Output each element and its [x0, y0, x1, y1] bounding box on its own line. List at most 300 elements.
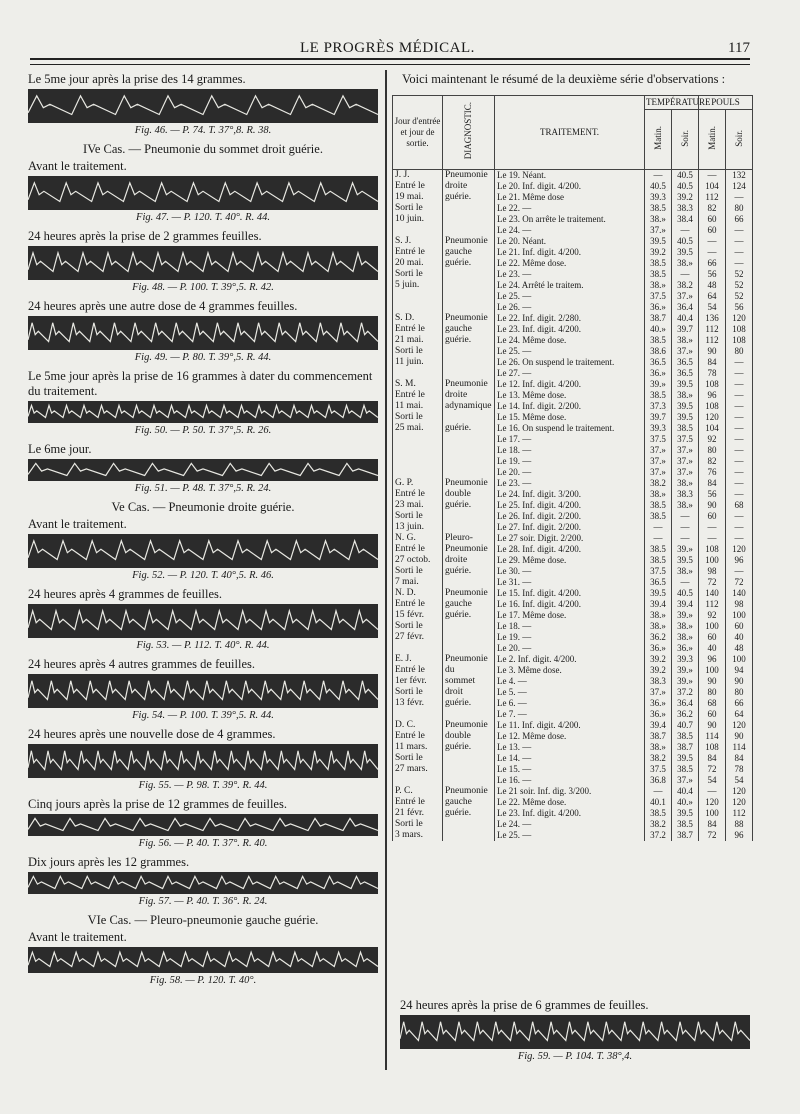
pouls-soir-cell: 64: [726, 709, 753, 720]
treatment-cell: Le 24. —: [495, 225, 645, 236]
caption-fig48: Fig. 48. — P. 100. T. 39°,5. R. 42.: [132, 282, 274, 293]
table-row: [393, 203, 753, 214]
pouls-matin-cell: 84: [699, 819, 726, 830]
temp-matin-cell: 38.2: [645, 478, 672, 489]
diagnosis-cell: Pneumonie: [443, 170, 495, 182]
diagnosis-cell: [443, 753, 495, 764]
treatment-cell: Le 23. —: [495, 478, 645, 489]
results-table: [392, 95, 753, 841]
pouls-soir-cell: —: [726, 423, 753, 434]
tracing-fig50: [28, 401, 378, 423]
temp-matin-cell: 38.7: [645, 731, 672, 742]
header-pouls-matin: Matin.: [699, 110, 726, 170]
treatment-cell: Le 24. Inf. digit. 3/200.: [495, 489, 645, 500]
patient-cell: [393, 434, 443, 445]
treatment-cell: Le 26. On suspend le traitement.: [495, 357, 645, 368]
pouls-soir-cell: 72: [726, 577, 753, 588]
diagnosis-cell: gauche: [443, 324, 495, 335]
treatment-cell: Le 25. —: [495, 346, 645, 357]
temp-soir-cell: 39.5: [672, 753, 699, 764]
tracing-fig54: [28, 674, 378, 708]
patient-cell: Entré le: [393, 390, 443, 401]
text-24c: 24 heures après 4 grammes de feuilles.: [28, 587, 223, 601]
table-row: [393, 390, 753, 401]
temp-soir-cell: 38.»: [672, 335, 699, 346]
temp-matin-cell: 36.»: [645, 368, 672, 379]
table-row: [393, 533, 753, 544]
case5-title: Ve Cas. — Pneumonie droite guérie.: [111, 500, 295, 514]
temp-matin-cell: 40.1: [645, 797, 672, 808]
pouls-soir-cell: 78: [726, 764, 753, 775]
patient-cell: [393, 456, 443, 467]
temp-matin-cell: 38.5: [645, 390, 672, 401]
pouls-matin-cell: 96: [699, 390, 726, 401]
pouls-matin-cell: 120: [699, 797, 726, 808]
left-column: [28, 72, 378, 992]
patient-cell: Entré le: [393, 544, 443, 555]
table-row: [393, 588, 753, 599]
text-6th-day: Le 6me jour.: [28, 442, 92, 456]
pouls-soir-cell: —: [726, 379, 753, 390]
temp-matin-cell: 38.»: [645, 621, 672, 632]
pouls-matin-cell: 90: [699, 500, 726, 511]
pouls-soir-cell: 80: [726, 203, 753, 214]
table-row: [393, 720, 753, 731]
temp-soir-cell: 39.2: [672, 192, 699, 203]
table-row: [393, 467, 753, 478]
diagnosis-cell: [443, 819, 495, 830]
pouls-matin-cell: —: [699, 533, 726, 544]
table-row: [393, 313, 753, 324]
diagnosis-cell: Pneumonie: [443, 236, 495, 247]
pouls-matin-cell: 60: [699, 214, 726, 225]
diagnosis-cell: droite: [443, 181, 495, 192]
patient-cell: Sorti le: [393, 621, 443, 632]
pouls-soir-cell: 60: [726, 621, 753, 632]
pouls-soir-cell: 84: [726, 753, 753, 764]
pouls-matin-cell: 78: [699, 368, 726, 379]
pouls-matin-cell: 96: [699, 654, 726, 665]
temp-soir-cell: 37.»: [672, 445, 699, 456]
summary-intro: Voici maintenant le résumé de la deuxième série d'observations :: [402, 72, 726, 86]
temp-matin-cell: 39.2: [645, 247, 672, 258]
caption-fig47: Fig. 47. — P. 120. T. 40°. R. 44.: [136, 212, 270, 223]
pouls-matin-cell: —: [699, 522, 726, 533]
temp-soir-cell: 38.»: [672, 478, 699, 489]
pouls-soir-cell: —: [726, 412, 753, 423]
table-row: [393, 698, 753, 709]
temp-soir-cell: 39.7: [672, 324, 699, 335]
diagnosis-cell: [443, 456, 495, 467]
pouls-soir-cell: 88: [726, 819, 753, 830]
temp-soir-cell: 40.5: [672, 181, 699, 192]
treatment-cell: Le 13. —: [495, 742, 645, 753]
avant-3: Avant le traitement.: [28, 930, 127, 944]
temp-soir-cell: 38.»: [672, 566, 699, 577]
column-divider: [385, 70, 387, 1070]
pouls-matin-cell: 60: [699, 225, 726, 236]
diagnosis-cell: guérie.: [443, 566, 495, 577]
pouls-matin-cell: 92: [699, 434, 726, 445]
temp-soir-cell: 38.»: [672, 258, 699, 269]
pouls-matin-cell: 76: [699, 467, 726, 478]
temp-matin-cell: 37.»: [645, 456, 672, 467]
pouls-soir-cell: 96: [726, 830, 753, 841]
pouls-matin-cell: 48: [699, 280, 726, 291]
pouls-soir-cell: 52: [726, 269, 753, 280]
treatment-cell: Le 6. —: [495, 698, 645, 709]
treatment-cell: Le 29. Même dose.: [495, 555, 645, 566]
header-rule: [30, 58, 750, 65]
temp-soir-cell: 39.»: [672, 544, 699, 555]
pouls-matin-cell: 140: [699, 588, 726, 599]
pouls-matin-cell: 108: [699, 544, 726, 555]
pouls-matin-cell: 66: [699, 258, 726, 269]
diagnosis-cell: gauche: [443, 247, 495, 258]
table-row: [393, 566, 753, 577]
patient-cell: Sorti le: [393, 269, 443, 280]
pouls-soir-cell: 100: [726, 654, 753, 665]
caption-fig59: Fig. 59. — P. 104. T. 38°,4.: [517, 1051, 633, 1062]
treatment-cell: Le 22. Même dose.: [495, 258, 645, 269]
table-row: [393, 753, 753, 764]
tracing-fig47: [28, 176, 378, 210]
header-temperature: TEMPÉRATURE: [645, 96, 699, 110]
diagnosis-cell: [443, 775, 495, 786]
pouls-soir-cell: —: [726, 434, 753, 445]
patient-cell: Entré le: [393, 489, 443, 500]
tracing-fig55: [28, 744, 378, 778]
pouls-soir-cell: 100: [726, 610, 753, 621]
diagnosis-cell: Pneumonie: [443, 544, 495, 555]
temp-soir-cell: 39.5: [672, 412, 699, 423]
treatment-cell: Le 19. Néant.: [495, 170, 645, 182]
patient-cell: 11 juin.: [393, 357, 443, 368]
patient-cell: [393, 467, 443, 478]
temp-soir-cell: 38.5: [672, 819, 699, 830]
header-temp-soir: Soir.: [672, 110, 699, 170]
treatment-cell: Le 22. —: [495, 203, 645, 214]
treatment-cell: Le 18. —: [495, 445, 645, 456]
diagnosis-cell: Pneumonie: [443, 379, 495, 390]
header-traitement: TRAITEMENT.: [495, 96, 645, 170]
header-temp-matin: Matin.: [645, 110, 672, 170]
treatment-cell: Le 23. —: [495, 269, 645, 280]
patient-cell: [393, 775, 443, 786]
patient-cell: Sorti le: [393, 346, 443, 357]
pouls-soir-cell: —: [726, 368, 753, 379]
table-row: [393, 214, 753, 225]
table-row: [393, 808, 753, 819]
pouls-soir-cell: 66: [726, 698, 753, 709]
treatment-cell: Le 14. Inf. digit. 2/200.: [495, 401, 645, 412]
temp-soir-cell: 37.2: [672, 687, 699, 698]
pouls-matin-cell: 112: [699, 324, 726, 335]
treatment-cell: Le 22. Inf. digit. 2/280.: [495, 313, 645, 324]
caption-fig53: Fig. 53. — P. 112. T. 40°. R. 44.: [136, 640, 270, 651]
temp-matin-cell: 39.»: [645, 379, 672, 390]
treatment-cell: Le 14. —: [495, 753, 645, 764]
temp-matin-cell: 38.5: [645, 269, 672, 280]
temp-soir-cell: 38.»: [672, 632, 699, 643]
temp-matin-cell: 36.2: [645, 632, 672, 643]
temp-matin-cell: 37.»: [645, 687, 672, 698]
temp-matin-cell: 38.5: [645, 203, 672, 214]
diagnosis-cell: [443, 346, 495, 357]
table-row: [393, 797, 753, 808]
temp-matin-cell: 38.5: [645, 544, 672, 555]
diagnosis-cell: guérie.: [443, 258, 495, 269]
temp-matin-cell: 38.6: [645, 346, 672, 357]
patient-cell: Entré le: [393, 324, 443, 335]
table-row: [393, 687, 753, 698]
pouls-matin-cell: 90: [699, 676, 726, 687]
pouls-soir-cell: 120: [726, 544, 753, 555]
patient-cell: D. C.: [393, 720, 443, 731]
table-row: [393, 654, 753, 665]
temp-matin-cell: 38.»: [645, 280, 672, 291]
temp-soir-cell: 40.4: [672, 786, 699, 797]
pouls-soir-cell: —: [726, 489, 753, 500]
table-row: [393, 280, 753, 291]
table-row: [393, 500, 753, 511]
treatment-cell: Le 20. Néant.: [495, 236, 645, 247]
diagnosis-cell: gauche: [443, 599, 495, 610]
temp-matin-cell: —: [645, 533, 672, 544]
pouls-soir-cell: 90: [726, 731, 753, 742]
caption-fig58: Fig. 58. — P. 120. T. 40°.: [149, 975, 257, 986]
patient-cell: Sorti le: [393, 566, 443, 577]
temp-matin-cell: 38.»: [645, 489, 672, 500]
pouls-matin-cell: 56: [699, 269, 726, 280]
pouls-soir-cell: 108: [726, 324, 753, 335]
patient-cell: Entré le: [393, 247, 443, 258]
diagnosis-cell: droite: [443, 390, 495, 401]
table-row: [393, 610, 753, 621]
pouls-matin-cell: 100: [699, 555, 726, 566]
diagnosis-cell: [443, 368, 495, 379]
pouls-matin-cell: 92: [699, 610, 726, 621]
patient-cell: 27 octob.: [393, 555, 443, 566]
pouls-soir-cell: —: [726, 456, 753, 467]
right-column: [392, 72, 752, 841]
case4-title: IVe Cas. — Pneumonie du sommet droit guérie.: [83, 142, 323, 156]
temp-matin-cell: 37.»: [645, 445, 672, 456]
patient-cell: [393, 302, 443, 313]
treatment-cell: Le 15. Même dose.: [495, 412, 645, 423]
table-row: [393, 819, 753, 830]
temp-soir-cell: 38.4: [672, 214, 699, 225]
pouls-soir-cell: 96: [726, 555, 753, 566]
temp-soir-cell: 38.5: [672, 731, 699, 742]
pouls-soir-cell: —: [726, 247, 753, 258]
figure-59-block: [400, 998, 750, 1068]
temp-matin-cell: 37.»: [645, 467, 672, 478]
pouls-soir-cell: 112: [726, 808, 753, 819]
temp-soir-cell: —: [672, 522, 699, 533]
patient-cell: Entré le: [393, 181, 443, 192]
diagnosis-cell: [443, 467, 495, 478]
diagnosis-cell: [443, 214, 495, 225]
diagnosis-cell: Pneumonie: [443, 720, 495, 731]
patient-cell: 7 mai.: [393, 577, 443, 588]
pouls-matin-cell: 84: [699, 478, 726, 489]
diagnosis-cell: guérie.: [443, 742, 495, 753]
diagnosis-cell: droit: [443, 687, 495, 698]
diagnosis-cell: [443, 357, 495, 368]
treatment-cell: Le 12. Inf. digit. 4/200.: [495, 379, 645, 390]
temp-matin-cell: 38.3: [645, 676, 672, 687]
pouls-matin-cell: 98: [699, 566, 726, 577]
treatment-cell: Le 19. —: [495, 632, 645, 643]
treatment-cell: Le 16. On suspend le traitement.: [495, 423, 645, 434]
treatment-cell: Le 25. —: [495, 291, 645, 302]
table-row: [393, 643, 753, 654]
diagnosis-cell: double: [443, 489, 495, 500]
temp-matin-cell: 39.3: [645, 192, 672, 203]
pouls-soir-cell: —: [726, 478, 753, 489]
diagnosis-cell: droite: [443, 555, 495, 566]
patient-cell: Sorti le: [393, 203, 443, 214]
patient-cell: 13 juin.: [393, 522, 443, 533]
pouls-matin-cell: 68: [699, 698, 726, 709]
pouls-soir-cell: 120: [726, 313, 753, 324]
table-row: [393, 577, 753, 588]
temp-soir-cell: 39.5: [672, 555, 699, 566]
pouls-matin-cell: 100: [699, 808, 726, 819]
temp-soir-cell: 39.5: [672, 808, 699, 819]
treatment-cell: Le 23. On arrête le traitement.: [495, 214, 645, 225]
table-row: [393, 632, 753, 643]
pouls-matin-cell: 84: [699, 357, 726, 368]
table-row: [393, 621, 753, 632]
temp-soir-cell: 38.2: [672, 280, 699, 291]
treatment-cell: Le 24. —: [495, 819, 645, 830]
patient-cell: [393, 709, 443, 720]
table-row: [393, 225, 753, 236]
temp-soir-cell: 36.»: [672, 643, 699, 654]
patient-cell: Entré le: [393, 599, 443, 610]
pouls-soir-cell: 52: [726, 291, 753, 302]
patient-cell: [393, 643, 443, 654]
intro-text: Le 5me jour après la prise des 14 grammes.: [28, 72, 246, 86]
treatment-cell: Le 28. Inf. digit. 4/200.: [495, 544, 645, 555]
pouls-matin-cell: 90: [699, 346, 726, 357]
pouls-matin-cell: 72: [699, 577, 726, 588]
temp-soir-cell: 38.»: [672, 500, 699, 511]
patient-cell: Sorti le: [393, 753, 443, 764]
temp-matin-cell: 38.5: [645, 258, 672, 269]
pouls-soir-cell: —: [726, 522, 753, 533]
diagnosis-cell: [443, 434, 495, 445]
diagnosis-cell: guérie.: [443, 192, 495, 203]
table-row: [393, 555, 753, 566]
temp-soir-cell: 36.5: [672, 357, 699, 368]
diagnosis-cell: guérie.: [443, 335, 495, 346]
diagnosis-cell: guérie.: [443, 698, 495, 709]
temp-soir-cell: 38.7: [672, 742, 699, 753]
diagnosis-cell: [443, 280, 495, 291]
temp-matin-cell: 39.7: [645, 412, 672, 423]
pouls-matin-cell: 108: [699, 401, 726, 412]
caption-fig57: Fig. 57. — P. 40. T. 36°. R. 24.: [138, 896, 268, 907]
pouls-soir-cell: 66: [726, 214, 753, 225]
table-row: [393, 786, 753, 797]
table-row: [393, 445, 753, 456]
temp-matin-cell: 39.5: [645, 236, 672, 247]
table-row: [393, 742, 753, 753]
caption-fig55: Fig. 55. — P. 98. T. 39°. R. 44.: [138, 780, 268, 791]
caption-fig54: Fig. 54. — P. 100. T. 39°,5. R. 44.: [132, 710, 274, 721]
diagnosis-cell: adynamique: [443, 401, 495, 412]
header-pouls: POULS: [699, 96, 753, 110]
pouls-soir-cell: 94: [726, 665, 753, 676]
treatment-cell: Le 17. —: [495, 434, 645, 445]
diagnosis-cell: guérie.: [443, 500, 495, 511]
table-row: [393, 258, 753, 269]
treatment-cell: Le 30. —: [495, 566, 645, 577]
pouls-matin-cell: 60: [699, 632, 726, 643]
treatment-cell: Le 16. —: [495, 775, 645, 786]
pouls-matin-cell: 72: [699, 764, 726, 775]
table-row: [393, 456, 753, 467]
temp-matin-cell: 39.4: [645, 599, 672, 610]
diagnosis-cell: du: [443, 665, 495, 676]
temp-soir-cell: 36.4: [672, 302, 699, 313]
diagnosis-cell: Pneumonie: [443, 478, 495, 489]
avant-1: Avant le traitement.: [28, 159, 127, 173]
table-row: [393, 170, 753, 182]
table-row: [393, 346, 753, 357]
pouls-soir-cell: 80: [726, 346, 753, 357]
temp-matin-cell: 37.5: [645, 434, 672, 445]
patient-cell: 15 févr.: [393, 610, 443, 621]
diagnosis-cell: [443, 522, 495, 533]
pouls-soir-cell: —: [726, 236, 753, 247]
table-row: [393, 599, 753, 610]
patient-cell: E. J.: [393, 654, 443, 665]
pouls-matin-cell: 82: [699, 203, 726, 214]
temp-matin-cell: 36.8: [645, 775, 672, 786]
temp-matin-cell: 38.5: [645, 511, 672, 522]
pouls-soir-cell: 114: [726, 742, 753, 753]
treatment-cell: Le 26. —: [495, 302, 645, 313]
temp-soir-cell: —: [672, 225, 699, 236]
temp-matin-cell: 38.5: [645, 808, 672, 819]
treatment-cell: Le 27. —: [495, 368, 645, 379]
patient-cell: 25 mai.: [393, 423, 443, 434]
temp-soir-cell: 36.4: [672, 698, 699, 709]
diagnosis-cell: guérie.: [443, 808, 495, 819]
temp-matin-cell: 37.5: [645, 291, 672, 302]
treatment-cell: Le 13. Même dose.: [495, 390, 645, 401]
treatment-cell: Le 12. Même dose.: [495, 731, 645, 742]
diagnosis-cell: [443, 830, 495, 841]
text-5-days: Cinq jours après la prise de 12 grammes de feuilles.: [28, 797, 287, 811]
pouls-matin-cell: 80: [699, 445, 726, 456]
page-number: 117: [728, 40, 750, 56]
pouls-soir-cell: 54: [726, 775, 753, 786]
patient-cell: 27 févr.: [393, 632, 443, 643]
tracing-fig56: [28, 814, 378, 836]
treatment-cell: Le 26. Inf. digit. 2/200.: [495, 511, 645, 522]
diagnosis-cell: guérie.: [443, 423, 495, 434]
pouls-soir-cell: —: [726, 511, 753, 522]
temp-matin-cell: 39.2: [645, 654, 672, 665]
temp-matin-cell: 40.5: [645, 181, 672, 192]
temp-matin-cell: 38.2: [645, 753, 672, 764]
treatment-cell: Le 21. Même dose: [495, 192, 645, 203]
